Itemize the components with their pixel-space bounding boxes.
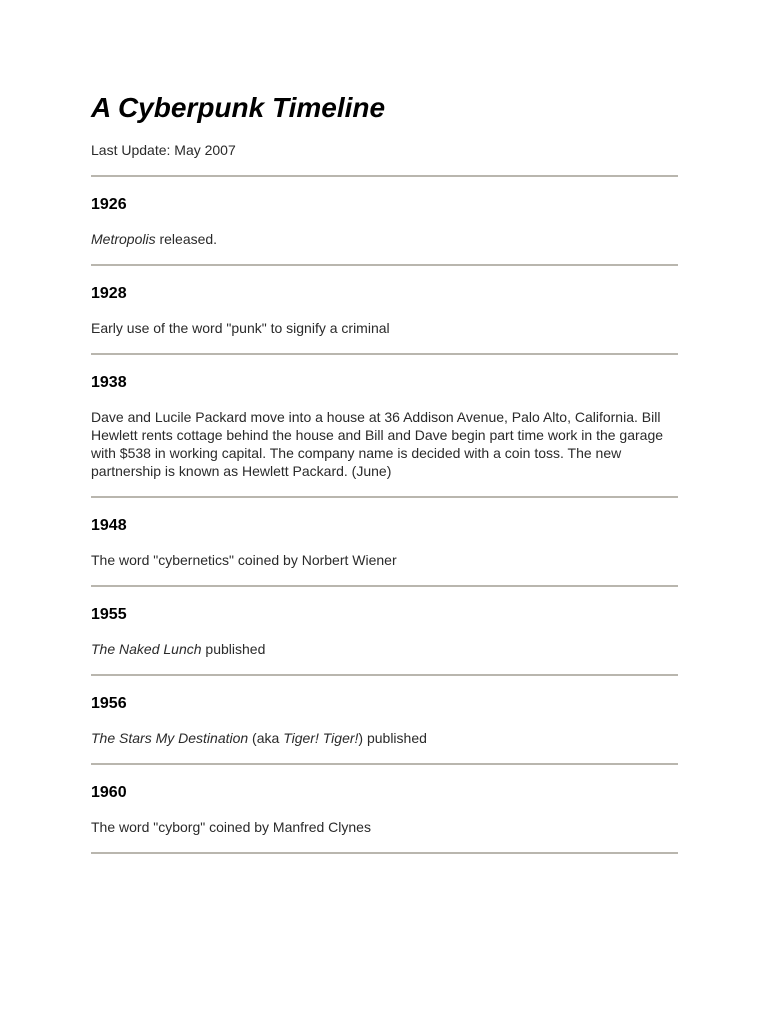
timeline-entry: [91, 195, 678, 266]
divider: [91, 585, 678, 587]
entry-text: published: [201, 641, 266, 657]
divider: [91, 763, 678, 765]
entry-text: released.: [155, 231, 218, 247]
timeline-entry: [91, 284, 678, 355]
italic-title: Metropolis: [91, 231, 156, 247]
entry-description: [91, 818, 678, 836]
entry-description: [91, 551, 678, 569]
entry-year: 1955: [91, 606, 127, 623]
timeline-list: [91, 195, 678, 854]
entry-year: 1956: [91, 695, 127, 712]
entry-text: The word "cybernetics" coined by Norbert Wiener: [91, 552, 397, 568]
italic-title: The Naked Lunch: [91, 641, 202, 657]
entry-text: Early use of the word "punk" to signify a criminal: [91, 320, 390, 336]
entry-description: [91, 319, 678, 337]
timeline-entry: [91, 783, 678, 854]
entry-year: 1960: [91, 784, 127, 801]
timeline-entry: [91, 605, 678, 676]
divider: [91, 674, 678, 676]
divider: [91, 175, 678, 177]
entry-text: The word "cyborg" coined by Manfred Clynes: [91, 819, 371, 835]
last-update-text: Last Update: May 2007: [91, 142, 236, 158]
entry-year: 1938: [91, 374, 127, 391]
divider: [91, 264, 678, 266]
timeline-entry: [91, 373, 678, 498]
page-title: A Cyberpunk Timeline: [91, 92, 386, 123]
entry-text: Dave and Lucile Packard move into a house at 36 Addison Avenue, Palo Alto, California. Bill Hewlett rents cottage behind the house and Bill and Dave begin part time work in the garage with $538 in working capital. The company name is decided with a coin toss. The new partnership is known as Hewlett Packard. (June): [91, 409, 664, 479]
divider: [91, 852, 678, 854]
timeline-entry: [91, 516, 678, 587]
italic-title: The Stars My Destination: [91, 730, 249, 746]
entry-year: 1926: [91, 196, 127, 213]
entry-text: (aka: [248, 730, 284, 746]
divider: [91, 353, 678, 355]
entry-description: [91, 408, 678, 480]
entry-year: 1928: [91, 285, 127, 302]
entry-description: [91, 729, 678, 747]
entry-description: [91, 640, 678, 658]
document-content: [91, 88, 678, 854]
entry-description: [91, 230, 678, 248]
divider: [91, 496, 678, 498]
italic-title: Tiger! Tiger!: [283, 730, 359, 746]
entry-text: ) published: [358, 730, 427, 746]
timeline-entry: [91, 694, 678, 765]
entry-year: 1948: [91, 517, 127, 534]
